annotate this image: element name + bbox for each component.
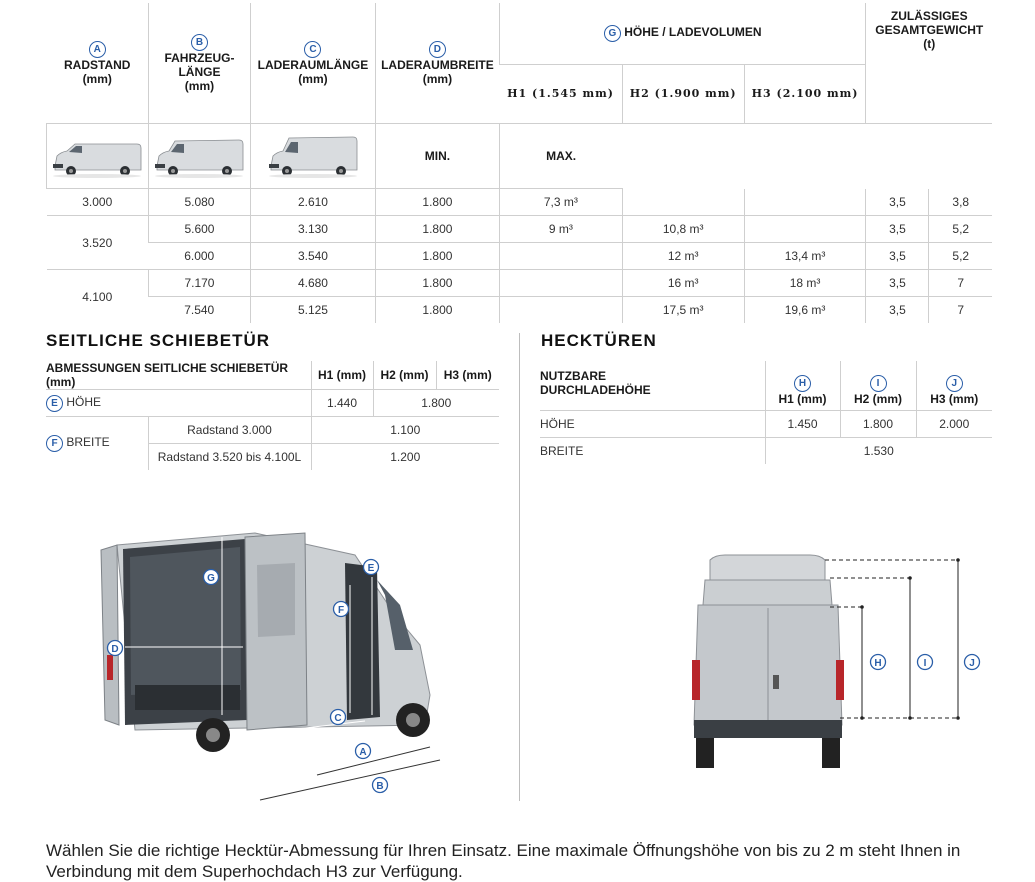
rear-hoehe-h3: 2.000 [916,410,992,437]
breite-label: BREITE [66,435,110,449]
header-laderaumbreite-label: LADERAUMBREITE [381,57,494,72]
cell-min: 3,5 [866,243,929,270]
side-label-f: F [337,605,345,616]
table-row [540,437,992,464]
sliding-breite-sub1: Radstand 3.000 [148,417,311,444]
van-h1-icon [49,136,145,180]
cell-h2: 17,5 m³ [622,297,744,324]
header-laenge-label2: LÄNGE [178,64,221,79]
cell-max: 3,8 [929,189,992,216]
cell-ladelaenge: 2.610 [250,189,375,216]
header-gewicht-unit: (t) [923,37,936,51]
cell-max: 7 [929,270,992,297]
rear-label-i: I [923,658,927,669]
rear-doors-table [540,361,992,464]
sliding-h3: H3 (mm) [436,361,499,390]
sliding-h2: H2 (mm) [373,361,436,390]
circle-a: A [89,41,106,58]
sliding-door-table [46,361,499,470]
header-gesamtgewicht [866,3,992,124]
header-laenge-unit: (mm) [184,78,215,93]
circle-j: J [946,375,963,392]
circle-e: E [46,395,63,412]
rear-h3 [916,361,992,410]
van-h3-cell [250,124,375,189]
cell-ladelaenge: 4.680 [250,270,375,297]
side-van-diagram [95,525,445,810]
cell-ladebreite: 1.800 [375,216,499,243]
header-laderaumlaenge-unit: (mm) [298,71,328,86]
header-fahrzeuglaenge [148,3,250,124]
cell-laenge: 6.000 [148,243,250,270]
header-h2: H2 (1.900 mm) [622,64,744,123]
sliding-breite-label [46,417,148,471]
circle-d: D [429,41,446,58]
table-row [46,390,499,417]
header-radstand-label: RADSTAND [64,57,131,72]
cell-ladelaenge: 3.540 [250,243,375,270]
header-laderaumbreite [375,3,499,124]
cell-radstand: 3.000 [47,189,149,216]
header-radstand [47,3,149,124]
van-h2-icon [151,136,247,180]
table-row [46,417,499,444]
cell-h1: 9 m³ [499,216,622,243]
rear-label-h: H [874,658,882,669]
side-label-e: E [367,563,375,574]
circle-i: I [870,375,887,392]
sliding-h1: H1 (mm) [311,361,373,390]
cell-h2: 10,8 m³ [622,216,744,243]
cell-ladelaenge: 5.125 [250,297,375,324]
header-laderaumlaenge-label: LADERAUMLÄNGE [257,57,369,72]
cell-max: 5,2 [929,243,992,270]
header-min: MIN. [375,124,499,189]
table-row [47,189,993,216]
cell-h3 [744,189,866,216]
header-laenge-label1: FAHRZEUG- [164,50,235,65]
cell-min: 3,5 [866,270,929,297]
cell-h3: 13,4 m³ [744,243,866,270]
table-row [540,410,992,437]
rear-label-j: J [969,658,975,669]
sliding-hoehe-label [46,390,311,417]
cell-h1 [499,297,622,324]
sliding-breite-sub2: Radstand 3.520 bis 4.100L [148,444,311,471]
side-label-a: A [359,747,367,758]
cell-h3: 19,6 m³ [744,297,866,324]
hoehe-label: HÖHE [66,394,102,409]
van-h1-cell [47,124,149,189]
header-gewicht-label1: ZULÄSSIGES [890,9,968,23]
rear-doors-title: HECKTÜREN [541,331,657,350]
footer-text: Wählen Sie die richtige Hecktür-Abmessung für Ihren Einsatz. Eine maximale Öffnungshöhe von bis zu 2 m steht Ihnen in Verbindung mit dem Superhochdach H3 zur Verfügung. [46,841,961,881]
cell-ladebreite: 1.800 [375,270,499,297]
rear-header-line2: DURCHLADEHÖHE [540,383,651,398]
sliding-hoehe-h23: 1.800 [373,390,499,417]
cell-ladebreite: 1.800 [375,189,499,216]
cell-h1: 7,3 m³ [499,189,622,216]
header-hoehe-ladevolumen [499,3,866,64]
table-row [47,270,993,297]
circle-h: H [794,375,811,392]
rear-header-line1: NUTZBARE [540,369,606,384]
side-label-c: C [334,713,342,724]
cell-max: 5,2 [929,216,992,243]
circle-c: C [304,41,321,58]
sliding-breite-sub2-value: 1.200 [311,444,499,471]
sliding-hoehe-h1: 1.440 [311,390,373,417]
cell-radstand: 4.100 [82,289,113,304]
circle-b: B [191,34,208,51]
header-gewicht-label2: GESAMTGEWICHT [875,23,984,37]
cell-ladebreite: 1.800 [375,297,499,324]
header-laderaumbreite-unit: (mm) [422,71,453,86]
rear-header [540,361,765,410]
cell-min: 3,5 [866,297,929,324]
table-row [47,297,993,324]
side-label-d: D [111,644,119,655]
rear-h1 [765,361,840,410]
circle-g: G [604,25,621,42]
cell-ladelaenge: 3.130 [250,216,375,243]
cell-h3 [744,216,866,243]
circle-f: F [46,435,63,452]
cell-h1 [499,270,622,297]
cell-h3: 18 m³ [744,270,866,297]
side-label-g: G [207,573,215,584]
cell-radstand: 3.520 [47,216,149,270]
cell-min: 3,5 [866,189,929,216]
cell-laenge: 7.170 [148,270,250,297]
cell-h2 [622,189,744,216]
cell-h1 [499,243,622,270]
cell-laenge: 7.540 [184,303,215,317]
van-h3-icon [265,136,361,180]
sliding-door-title: SEITLICHE SCHIEBETÜR [46,331,271,350]
rear-van-diagram [680,550,990,780]
rear-breite-label: BREITE [540,443,584,458]
side-label-b: B [376,781,384,792]
dimensions-table [46,3,992,323]
cell-min: 3,5 [866,216,929,243]
sliding-breite-sub1-value: 1.100 [311,417,499,444]
rear-h1-label: H1 (mm) [778,391,827,406]
rear-h2-label: H2 (mm) [853,391,902,406]
table-row [47,243,993,270]
sliding-header: ABMESSUNGEN SEITLICHE SCHIEBETÜR (mm) [46,361,311,390]
cell-ladebreite: 1.800 [375,243,499,270]
cell-max: 7 [929,297,992,324]
cell-laenge: 5.080 [148,189,250,216]
cell-h2: 16 m³ [622,270,744,297]
rear-h2 [840,361,916,410]
header-max: MAX. [499,124,622,189]
table-row [47,216,993,243]
cell-h2: 12 m³ [622,243,744,270]
rear-hoehe-h2: 1.800 [840,410,916,437]
cell-laenge: 5.600 [148,216,250,243]
header-h3: H3 (2.100 mm) [744,64,866,123]
rear-hoehe-h1: 1.450 [765,410,840,437]
rear-breite-value: 1.530 [765,437,992,464]
header-radstand-unit: (mm) [82,71,112,86]
van-h2-cell [148,124,250,189]
rear-hoehe-label: HÖHE [540,410,765,437]
rear-h3-label: H3 (mm) [930,391,979,406]
header-laderaumlaenge [250,3,375,124]
header-h1: H1 (1.545 mm) [499,64,622,123]
header-hoehe-label: HÖHE / LADEVOLUMEN [624,24,762,39]
section-divider [519,333,520,801]
